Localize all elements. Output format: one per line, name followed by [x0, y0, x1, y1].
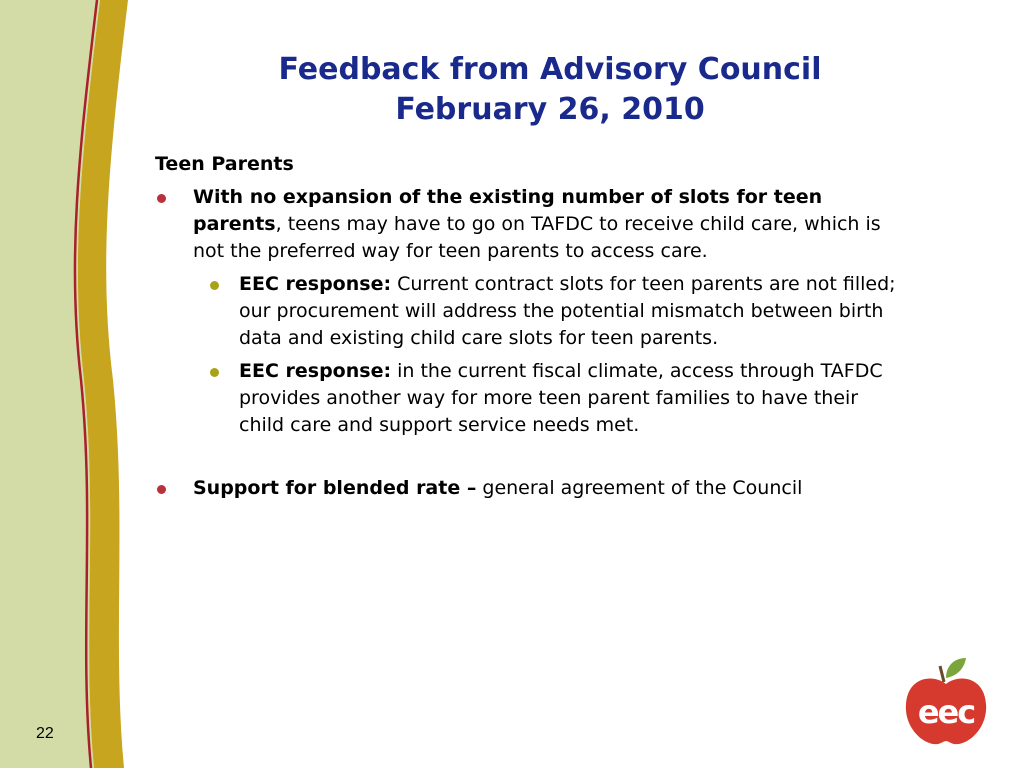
section-heading: Teen Parents: [155, 153, 294, 175]
sub-bullet-text: Current contract slots for teen parents are not filled; our procurement will address the potential mismatch between birth data and existing child care slots for teen parents.: [239, 273, 896, 349]
sub-bullet-text: in the current fiscal climate, access through TAFDC provides another way for more teen parent families to have their child care and support service needs met.: [239, 360, 883, 436]
apple-stem-icon: [940, 666, 944, 682]
bullet-dot-icon: [157, 194, 166, 203]
slide-body: [155, 151, 915, 502]
eec-logo: [900, 656, 992, 748]
bullet-item: [155, 475, 903, 502]
bullet-dot-icon: [157, 485, 166, 494]
logo-text: eec: [917, 693, 975, 731]
bullet-text: , teens may have to go on TAFDC to receive child care, which is not the preferred way for teen parents to access care.: [193, 213, 881, 262]
sub-bullet-item: [155, 358, 904, 439]
title-line-2: February 26, 2010: [395, 92, 705, 127]
sub-bullet-dot-icon: [210, 281, 219, 290]
slide-number: 22: [36, 725, 54, 742]
bullet-bold-text: With no expansion of the existing number of slots for teen parents: [193, 186, 823, 235]
bullet-item: [155, 184, 903, 265]
sub-bullet-dot-icon: [210, 368, 219, 377]
sub-bullet-bold-text: EEC response:: [239, 273, 392, 295]
sub-bullet-item: [155, 271, 904, 352]
slide-title: [150, 50, 950, 130]
bullet-text: general agreement of the Council: [476, 477, 803, 499]
title-line-1: Feedback from Advisory Council: [278, 52, 822, 87]
apple-leaf-icon: [946, 658, 966, 678]
sub-bullet-bold-text: EEC response:: [239, 360, 392, 382]
bullet-bold-text: Support for blended rate –: [193, 477, 477, 499]
